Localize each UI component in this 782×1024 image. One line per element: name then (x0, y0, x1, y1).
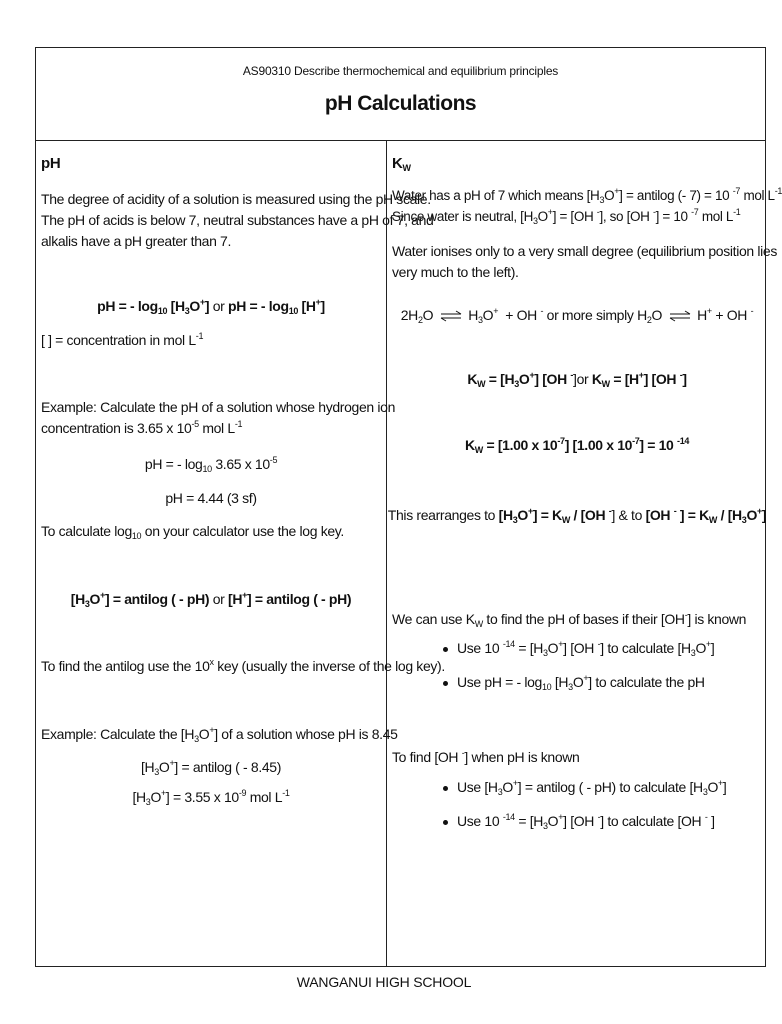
ph-heading: pH (41, 155, 61, 172)
find-oh-line: To find [OH -] when pH is known (392, 748, 580, 765)
kw-rearrangement: This rearranges to $[H_3O^+] = K_W / [OH$ -] & to [OH - ] = $K_W / [H_3O^+]$ (387, 506, 767, 525)
bullet-icon (443, 786, 448, 791)
kw-heading: $K_W$ (392, 155, 411, 173)
worksheet-frame (35, 47, 782, 967)
school-footer: WANGANUI HIGH SCHOOL (296, 974, 472, 990)
ionise-line-1: Water ionises only to a very small degree (equilibrium position lies (392, 243, 777, 259)
example1-step-2: pH = 4.44 (3 sf) (165, 490, 257, 506)
water-line-1: Water has a pH of 7 which means $[H_3O^+]$ = antilog (- 7) = 10 $^{-7}$ mol $L^{-1}$ (392, 186, 782, 205)
kw-value: $K_W = [1.00$ x $10^{-7}$] [1.00 x $10^{-7}] = 10$ $^{-14}$ (464, 436, 690, 455)
bullet-icon (443, 820, 448, 825)
bullet-kw-step-2: Use pH = - $\log_{10} [H_3O^+]$ to calculate the pH (457, 673, 705, 692)
equilibrium-arrow-icon (440, 311, 462, 321)
example2-step-2: $[H_3O^+] = 3.55$ x $10^{-9}$ mol $L^{-1}$ (132, 788, 290, 807)
ionisation-equation: $2H_2O$ $H_3O^+$ + OH - or more simply $H_2O$ H+ + OH - (400, 306, 754, 325)
intro-line-2: The pH of acids is below 7, neutral substances have a pH of 7, and (41, 212, 434, 228)
bullet-kw-step-1: Use 10 $^{-14} = [H_3O^+]$ [OH -] to calculate $[H_3O^+]$ (457, 639, 715, 658)
page-title: pH Calculations (324, 92, 477, 115)
ph-formula: pH = - $\log_{10} [H_3O^+]$ or pH = - $\log_{10} [H^+]$ (97, 297, 325, 316)
use-kw-line: We can use $K_W$ to find the pH of bases if their [OH-] is known (392, 610, 747, 629)
intro-line-1: The degree of acidity of a solution is measured using the pH scale. (41, 191, 431, 207)
intro-line-3: alkalis have a pH greater than 7. (41, 233, 232, 249)
bullet-oh-step-1: Use $[H_3O^+]$ = antilog ( - pH) to calculate $[H_3O^+]$ (457, 778, 727, 797)
ionise-line-2: very much to the left). (392, 264, 519, 280)
log-tip: To calculate $\log_{10}$ on your calculator use the log key. (41, 523, 344, 541)
standard-subtitle: AS90310 Describe thermochemical and equilibrium principles (242, 64, 559, 78)
example2-step-1: $[H_3O^+]$ = antilog ( - 8.45) (140, 758, 282, 777)
example2-line: Example: Calculate the $[H_3O^+]$ of a solution whose pH is 8.45 (41, 725, 398, 744)
worksheet-header (36, 48, 765, 141)
example1-line-2: concentration is 3.65 x $10^{-5}$ mol $L^{-1}$ (41, 419, 243, 436)
antilog-tip: To find the antilog use the 10$^x$ key (usually the inverse of the log key). (41, 657, 445, 674)
example1-line-1: Example: Calculate the pH of a solution whose hydrogen ion (41, 399, 396, 415)
bullet-icon (443, 647, 448, 652)
example1-step-1: pH = - $\log_{10} 3.65$ x $10^{-5}$ (144, 455, 278, 474)
antilog-formula: $[H_3O^+]$ = antilog ( - pH) or [H+] = antilog ( - pH) (70, 590, 352, 609)
water-line-2: Since water is neutral, $[H_3O^+] = [OH$ -], so [OH -] = 10 $^{-7}$ mol $L^{-1}$ (392, 207, 741, 226)
column-divider (386, 141, 387, 966)
kw-definition: $K_W = [H_3O^+]$ [OH -]or $K_W = [H^+]$ [OH -] (467, 370, 687, 389)
equilibrium-arrow-icon (669, 311, 691, 321)
bullet-icon (443, 681, 448, 686)
bullet-oh-step-2: Use 10 $^{-14} = [H_3O^+]$ [OH -] to calculate [OH - ] (457, 812, 715, 831)
concentration-note: [ ] = concentration in mol $L^{-1}$ (41, 331, 204, 348)
